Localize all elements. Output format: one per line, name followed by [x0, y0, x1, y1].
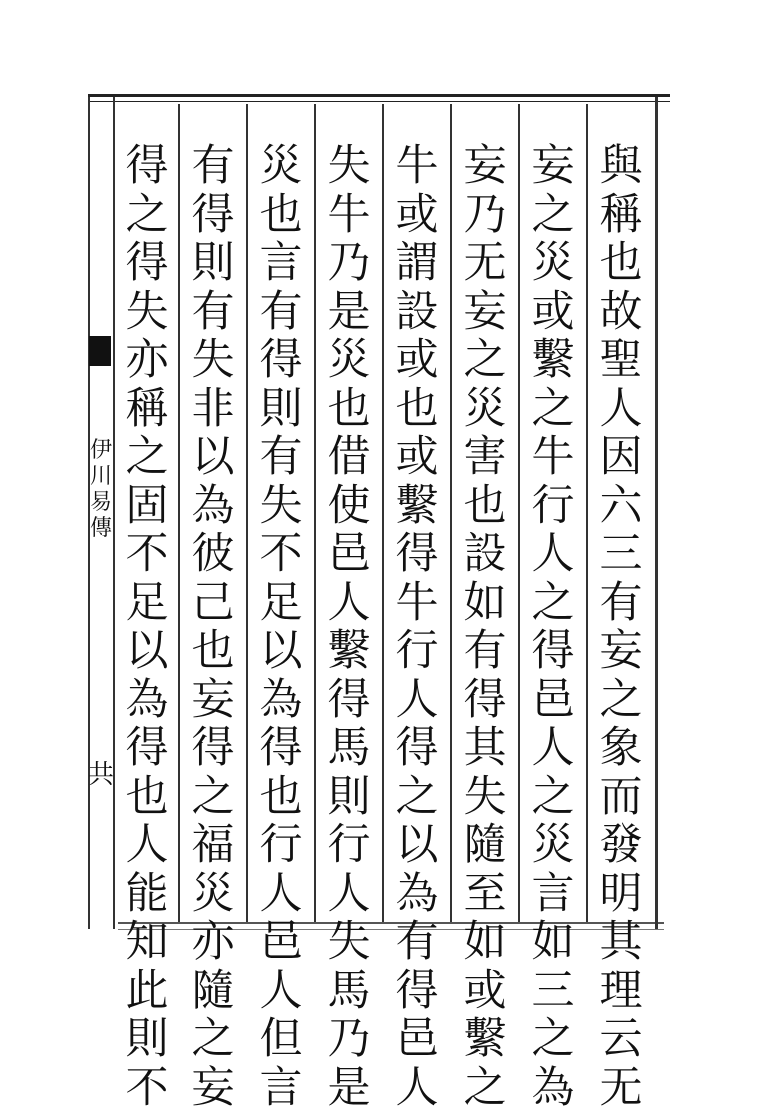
text-column-2: 妄之災或繫之牛行人之得邑人之災言如三之為	[531, 141, 575, 1113]
top-inner-rule	[88, 101, 670, 102]
text-column-1: 與稱也故聖人因六三有妄之象而發明其理云无	[599, 141, 643, 1113]
margin-title: 伊川易傳	[89, 438, 112, 541]
text-column-4: 牛或謂設或也或繫得牛行人得之以為有得邑人	[395, 141, 439, 1113]
folio-number: 共	[88, 760, 115, 790]
frame-right-border	[655, 97, 658, 929]
text-column-8: 得之得失亦稱之固不足以為得也人能知此則不	[125, 141, 169, 1113]
top-border-rule	[88, 94, 670, 97]
text-column-5: 失牛乃是災也借使邑人繫得馬則行人失馬乃是	[327, 141, 371, 1113]
text-column-6: 災也言有得則有失不足以為得也行人邑人但言	[259, 141, 303, 1113]
fishtail-mark	[89, 336, 111, 366]
text-column-3: 妄乃无妄之災害也設如有得其失隨至如或繫之	[463, 141, 507, 1113]
text-column-7: 有得則有失非以為彼己也妄得之福災亦隨之妄	[191, 141, 235, 1113]
